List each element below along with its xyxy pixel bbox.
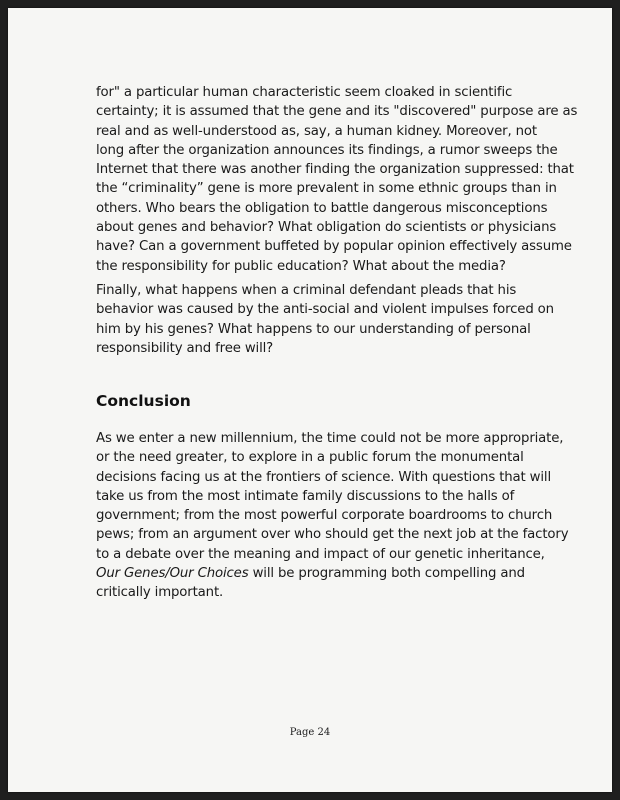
conclusion-paragraph <box>96 429 569 603</box>
text-line: government; from the most powerful corporate boardrooms to church <box>96 508 553 524</box>
text-line: or the need greater, to explore in a public forum the monumental <box>96 450 524 466</box>
text-line: him by his genes? What happens to our understanding of personal <box>96 321 531 337</box>
section-heading-conclusion: Conclusion <box>96 392 191 410</box>
text-line: about genes and behavior? What obligation do scientists or physicians <box>96 220 557 236</box>
paragraph-1 <box>96 83 578 276</box>
text-line: for" a particular human characteristic seem cloaked in scientific <box>96 85 513 100</box>
text-line: others. Who bears the obligation to battle dangerous misconceptions <box>96 200 548 216</box>
text-line: have? Can a government buffeted by popular opinion effectively assume <box>96 239 572 255</box>
program-title: Our Genes/Our Choices <box>96 566 249 582</box>
text-line: decisions facing us at the frontiers of science. With questions that will <box>96 469 552 485</box>
text-line: certainty; it is assumed that the gene and its "discovered" purpose are as <box>96 104 578 120</box>
text-line: responsibility and free will? <box>96 340 274 356</box>
text-line: behavior was caused by the anti-social and violent impulses forced on <box>96 302 554 318</box>
text-line: Finally, what happens when a criminal defendant pleads that his <box>96 283 517 298</box>
document-page <box>8 8 612 792</box>
text-line: pews; from an argument over who should get the next job at the factory <box>96 527 569 543</box>
text-line: real and as well-understood as, say, a human kidney. Moreover, not <box>96 123 537 139</box>
text-fragment: will be programming both compelling and <box>248 566 525 582</box>
text-line: take us from the most intimate family discussions to the halls of <box>96 488 515 504</box>
text-line: As we enter a new millennium, the time could not be more appropriate, <box>96 431 564 446</box>
text-line: the responsibility for public education? What about the media? <box>96 258 506 274</box>
text-line: Internet that there was another finding the organization suppressed: that <box>96 162 574 178</box>
text-line <box>96 564 556 583</box>
text-line: long after the organization announces its findings, a rumor sweeps the <box>96 142 558 158</box>
paragraph-2 <box>96 281 556 358</box>
text-line: the “criminality” gene is more prevalent in some ethnic groups than in <box>96 181 557 197</box>
text-line: critically important. <box>96 585 224 601</box>
text-line: to a debate over the meaning and impact of our genetic inheritance, <box>96 546 545 562</box>
page-number: Page 24 <box>289 727 331 738</box>
